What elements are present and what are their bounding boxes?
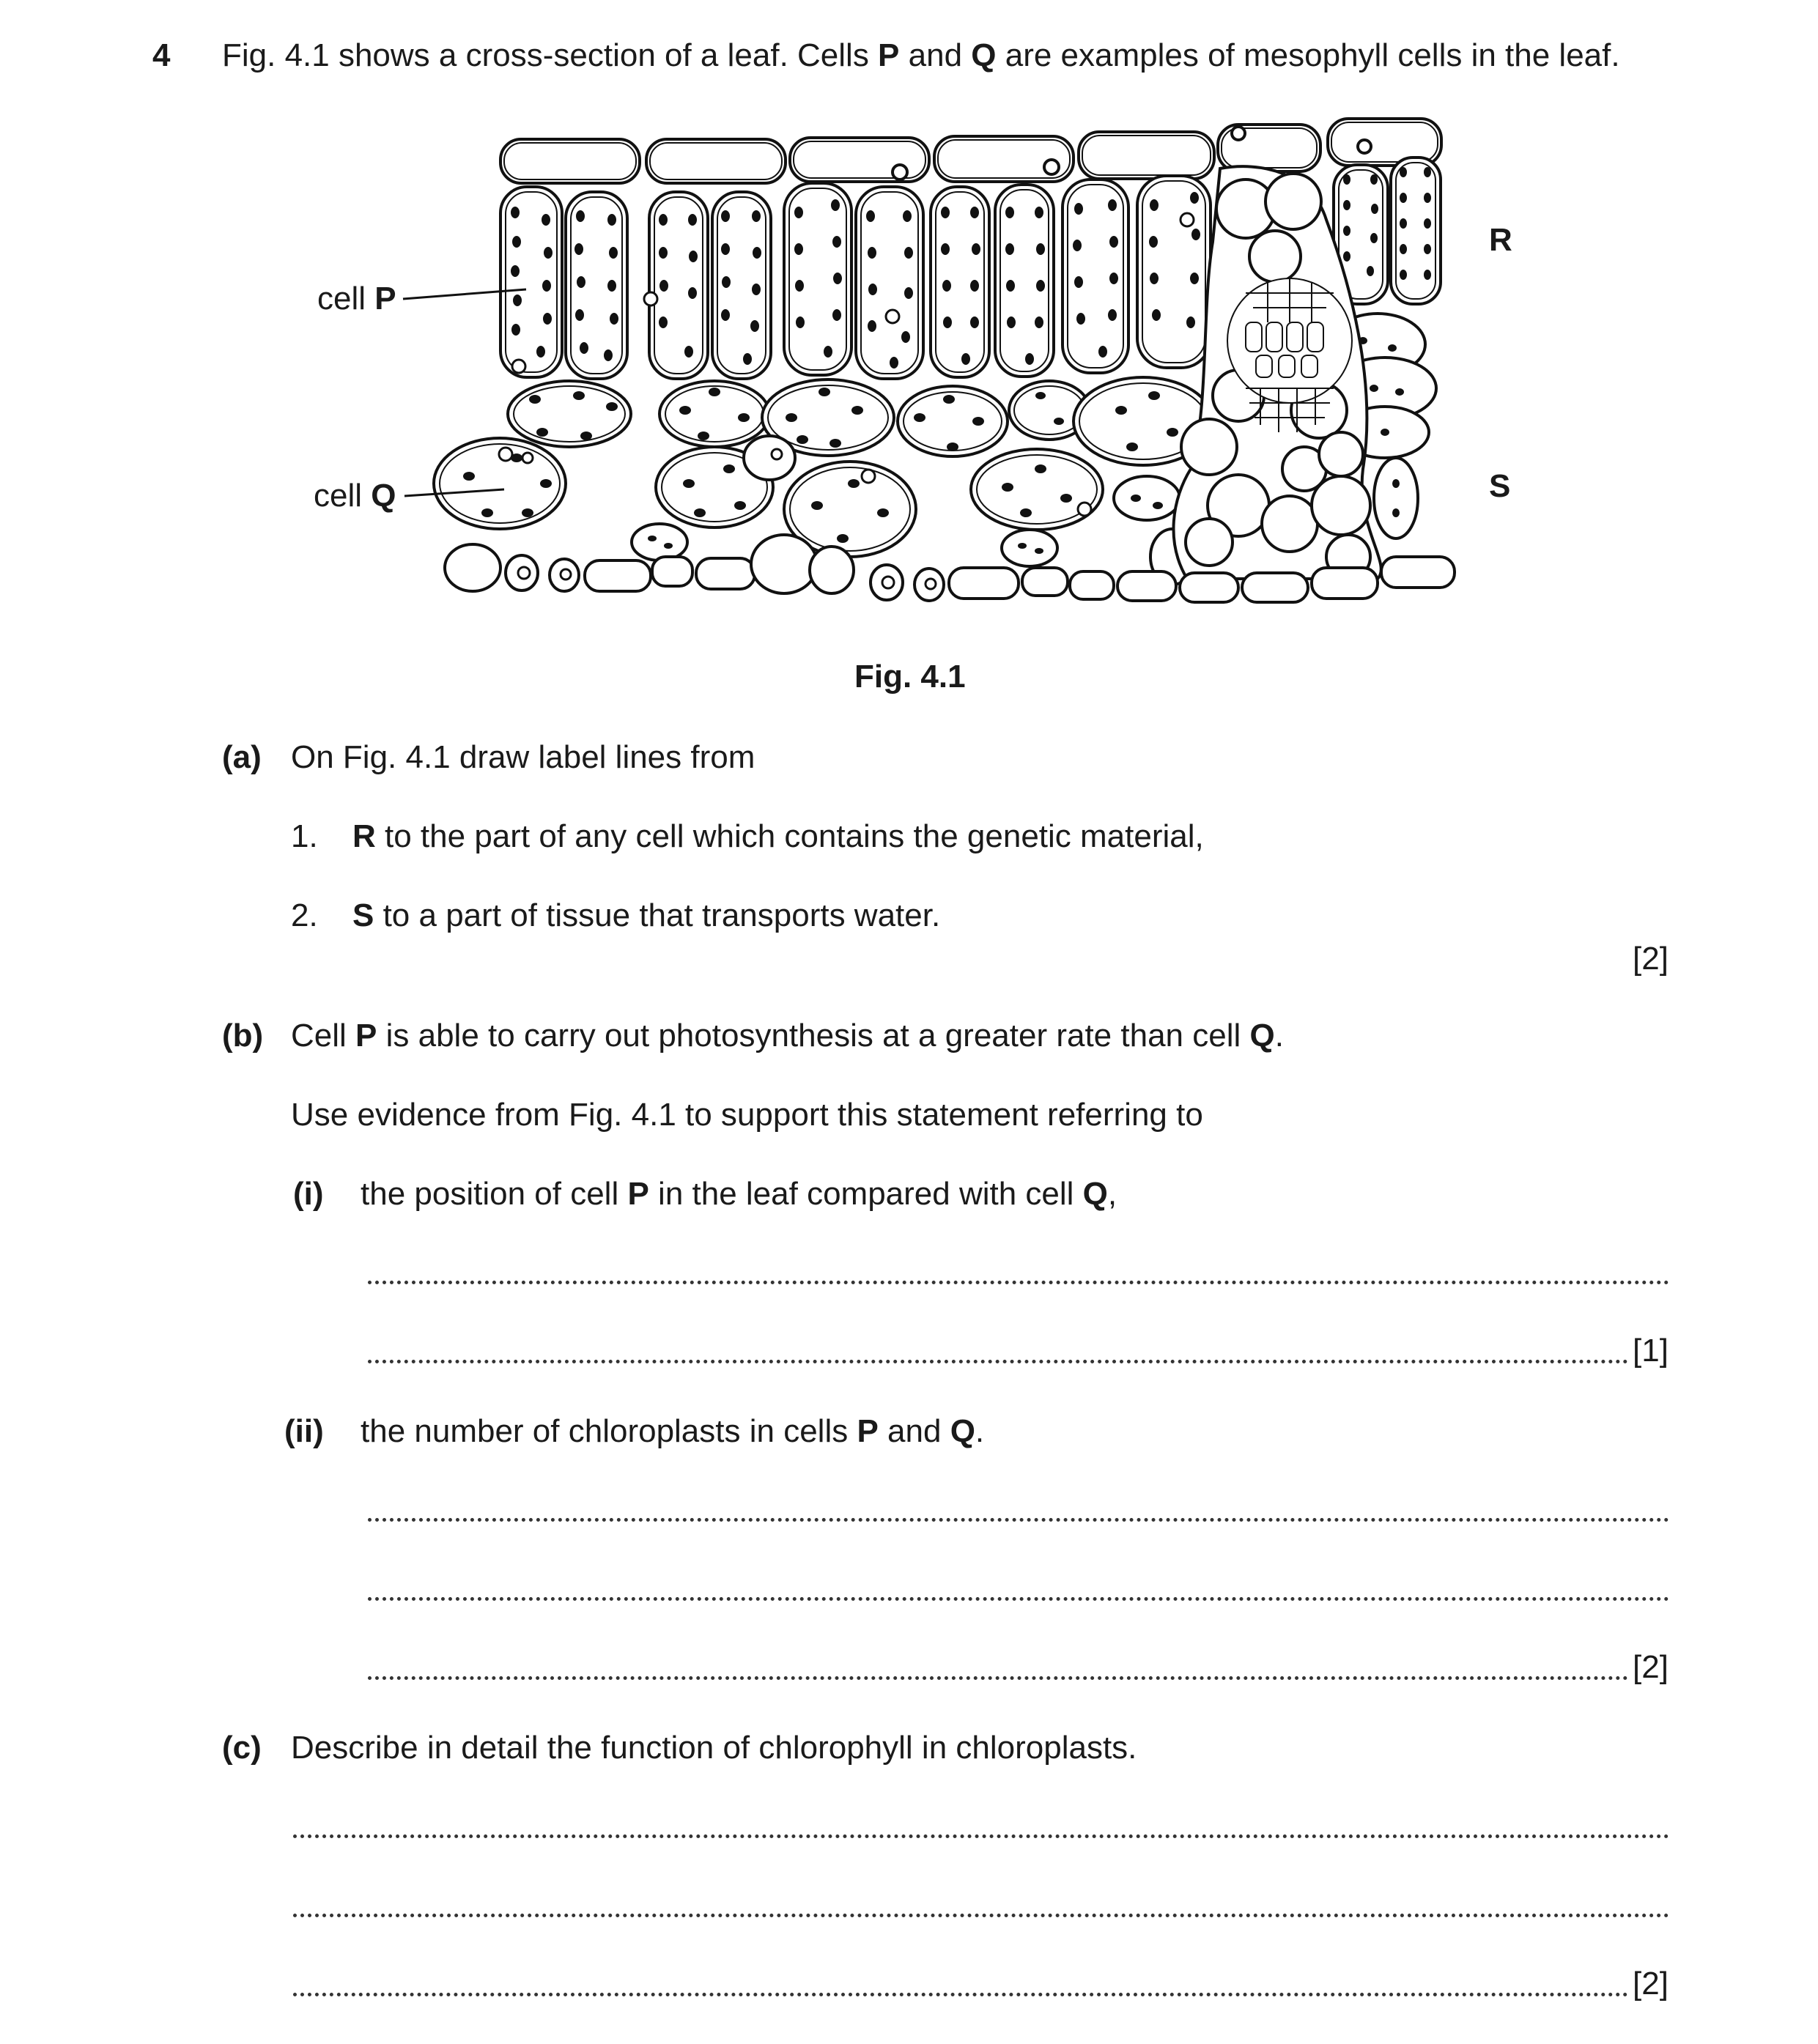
part-c-marks: [2] bbox=[1633, 1966, 1669, 2002]
part-a-item-1-text: to the part of any cell which contains the genetic material, bbox=[375, 818, 1204, 854]
part-b-ii-label: (ii) bbox=[284, 1413, 324, 1449]
leaf-cross-section-figure bbox=[0, 0, 1818, 659]
part-b-i-text-3: , bbox=[1107, 1176, 1117, 1212]
cell-p-label: cell P bbox=[317, 281, 396, 316]
answer-line-b-i-2[interactable] bbox=[368, 1360, 1628, 1363]
part-b-line-1 bbox=[291, 1017, 1284, 1055]
part-a-item-2-text: to a part of tissue that transports water. bbox=[374, 897, 941, 933]
part-a-text: On Fig. 4.1 draw label lines from bbox=[291, 739, 755, 775]
answer-line-b-ii-3[interactable] bbox=[368, 1676, 1628, 1680]
cell-q-label: cell Q bbox=[314, 478, 396, 514]
part-b-i-cell-p: P bbox=[627, 1176, 649, 1212]
part-b-text-1: Cell bbox=[291, 1018, 356, 1054]
part-a-item-2-letter: S bbox=[352, 897, 374, 933]
part-a-item-2-number: 2. bbox=[291, 897, 318, 933]
part-a-label: (a) bbox=[222, 739, 262, 775]
part-c-label: (c) bbox=[222, 1730, 262, 1766]
answer-line-b-i-1[interactable] bbox=[368, 1281, 1669, 1284]
answer-line-b-ii-2[interactable] bbox=[368, 1597, 1669, 1601]
part-b-i-cell-q: Q bbox=[1082, 1176, 1108, 1212]
part-b-i-text-2: in the leaf compared with cell bbox=[649, 1176, 1083, 1212]
part-b-ii-text bbox=[361, 1412, 984, 1451]
question-number: 4 bbox=[152, 37, 171, 73]
part-b-ii-text-2: and bbox=[878, 1413, 950, 1449]
intro-cell-p: P bbox=[878, 37, 900, 73]
part-b-i-text-1: the position of cell bbox=[361, 1176, 628, 1212]
intro-text-1: Fig. 4.1 shows a cross-section of a leaf. Cells bbox=[222, 37, 879, 73]
part-a-item-2 bbox=[352, 897, 940, 935]
part-b-cell-p: P bbox=[355, 1018, 377, 1054]
part-b-text-3: . bbox=[1274, 1018, 1284, 1054]
part-b-ii-text-3: . bbox=[975, 1413, 985, 1449]
answer-line-c-1[interactable] bbox=[293, 1834, 1669, 1838]
part-a-item-1-letter: R bbox=[352, 818, 376, 854]
label-r: R bbox=[1489, 222, 1512, 258]
part-b-ii-cell-p: P bbox=[857, 1413, 879, 1449]
part-b-text-2: is able to carry out photosynthesis at a greater rate than cell bbox=[377, 1018, 1250, 1054]
part-b-line-2: Use evidence from Fig. 4.1 to support this statement referring to bbox=[291, 1097, 1203, 1133]
part-a-item-1-number: 1. bbox=[291, 818, 318, 854]
answer-line-c-2[interactable] bbox=[293, 1914, 1669, 1917]
part-b-ii-cell-q: Q bbox=[950, 1413, 975, 1449]
part-b-ii-marks: [2] bbox=[1633, 1649, 1669, 1685]
part-b-ii-text-1: the number of chloroplasts in cells bbox=[361, 1413, 857, 1449]
answer-line-c-3[interactable] bbox=[293, 1993, 1628, 1996]
label-s: S bbox=[1489, 468, 1511, 504]
intro-cell-q: Q bbox=[971, 37, 997, 73]
part-a-marks: [2] bbox=[1633, 941, 1669, 977]
part-b-i-marks: [1] bbox=[1633, 1333, 1669, 1369]
figure-caption: Fig. 4.1 bbox=[854, 659, 966, 695]
part-b-i-text bbox=[361, 1175, 1117, 1213]
part-b-label: (b) bbox=[222, 1018, 264, 1054]
intro-text-3: are examples of mesophyll cells in the leaf. bbox=[996, 37, 1620, 73]
part-b-i-label: (i) bbox=[293, 1176, 324, 1212]
part-c-text: Describe in detail the function of chlorophyll in chloroplasts. bbox=[291, 1730, 1137, 1766]
answer-line-b-ii-1[interactable] bbox=[368, 1518, 1669, 1522]
part-b-cell-q: Q bbox=[1249, 1018, 1275, 1054]
intro-text-2: and bbox=[899, 37, 972, 73]
part-a-item-1 bbox=[352, 818, 1204, 856]
